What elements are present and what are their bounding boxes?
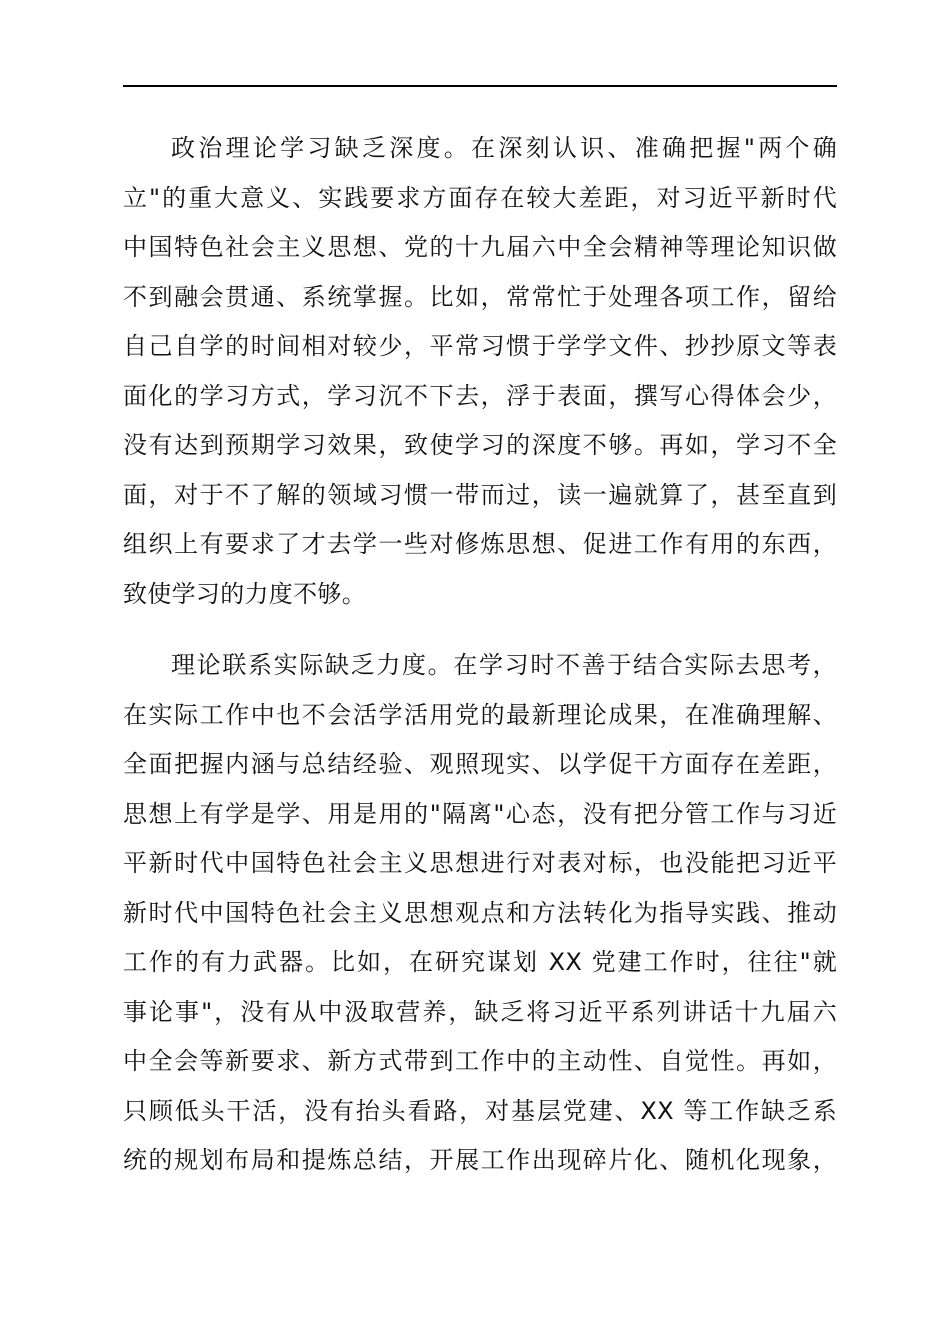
paragraph-theory-study (123, 124, 837, 619)
paragraph-line: 在实际工作中也不会活学活用党的最新理论成果，在准确理解、 (123, 700, 837, 729)
paragraph-line: 理论联系实际缺乏力度。在学习时不善于结合实际去思考， (171, 651, 837, 679)
paragraph-line: 只顾低头干活，没有抬头看路，对基层党建、XX 等工作缺乏系 (123, 1096, 837, 1125)
paragraph-line: 事论事"，没有从中汲取营养，缺乏将习近平系列讲话十九届六 (123, 997, 837, 1026)
paragraph-line: 自己自学的时间相对较少，平常习惯于学学文件、抄抄原文等表 (123, 332, 837, 360)
paragraph-line: 面，对于不了解的领域习惯一带而过，读一遍就算了，甚至直到 (123, 480, 837, 509)
paragraph-line: 政治理论学习缺乏深度。在深刻认识、准确把握"两个确 (171, 134, 837, 162)
paragraph-theory-practice (123, 641, 837, 1186)
paragraph-line: 中国特色社会主义思想、党的十九届六中全会精神等理论知识做 (123, 233, 837, 261)
paragraph-line: 致使学习的力度不够。 (123, 579, 366, 608)
paragraph-line: 全面把握内涵与总结经验、观照现实、以学促干方面存在差距， (123, 750, 837, 778)
paragraph-line: 平新时代中国特色社会主义思想进行对表对标，也没能把习近平 (123, 849, 837, 877)
paragraph-line: 没有达到预期学习效果，致使学习的深度不够。再如，学习不全 (123, 431, 837, 459)
paragraph-line: 统的规划布局和提炼总结，开展工作出现碎片化、随机化现象， (123, 1146, 837, 1174)
paragraph-line: 新时代中国特色社会主义思想观点和方法转化为指导实践、推动 (123, 898, 837, 927)
paragraph-line: 工作的有力武器。比如，在研究谋划 XX 党建工作时，往往"就 (123, 948, 837, 976)
body-text (123, 124, 837, 1186)
paragraph-line: 中全会等新要求、新方式带到工作中的主动性、自觉性。再如， (123, 1047, 837, 1075)
paragraph-line: 立"的重大意义、实践要求方面存在较大差距，对习近平新时代 (123, 183, 837, 212)
header-rule (123, 85, 837, 87)
paragraph-line: 面化的学习方式，学习沉不下去，浮于表面，撰写心得体会少， (123, 381, 837, 410)
paragraph-line: 不到融会贯通、系统掌握。比如，常常忙于处理各项工作，留给 (123, 282, 837, 311)
paragraph-line: 思想上有学是学、用是用的"隔离"心态，没有把分管工作与习近 (123, 799, 837, 828)
paragraph-line: 组织上有要求了才去学一些对修炼思想、促进工作有用的东西， (123, 530, 837, 558)
